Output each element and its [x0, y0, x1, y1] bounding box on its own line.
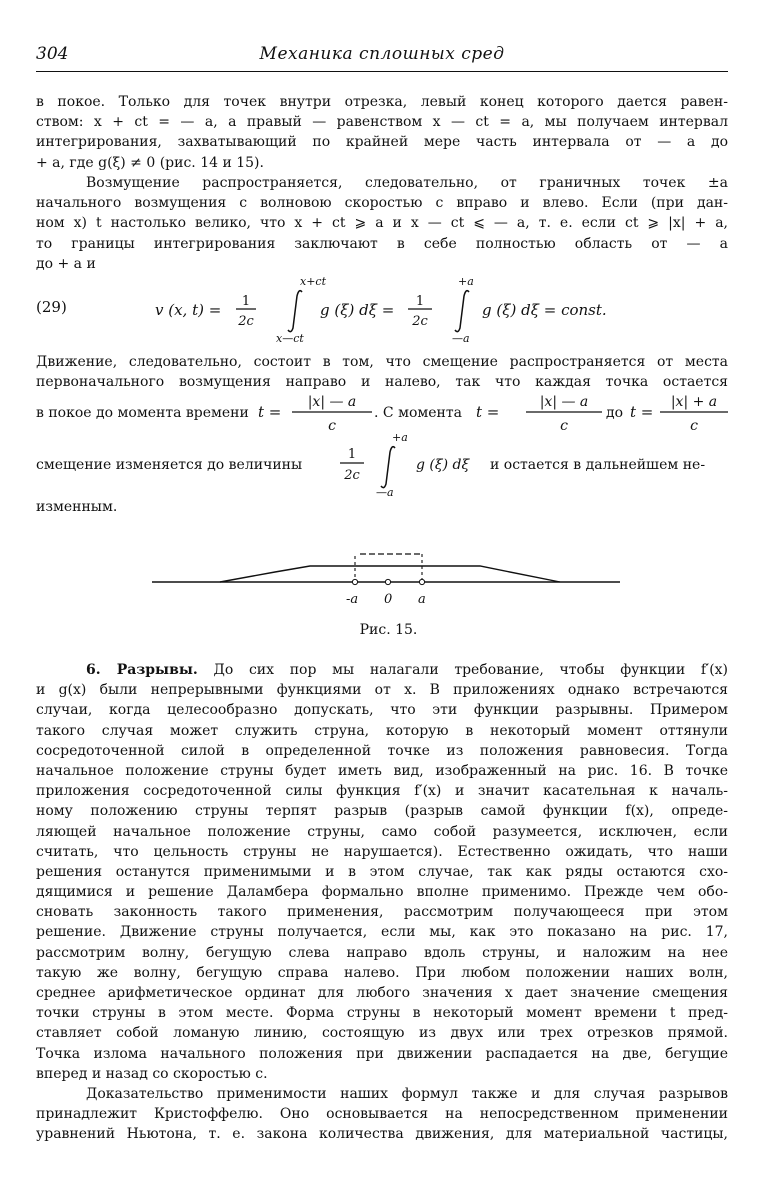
text-line: ному положению струны терпят разрыв (разрыв самой функции f(x), опреде-: [36, 803, 728, 820]
text-line: ставляет собой ломаную линию, состоящую из двух или трех отрезков прямой.: [36, 1025, 728, 1042]
p3-frac-num: 1: [347, 447, 357, 462]
text-line: случаи, когда целесообразно допускать, что эти функции разрывны. Примером: [36, 702, 728, 719]
p3-int-upper: +a: [392, 431, 408, 444]
text-line: начальное положение струны будет иметь вид, изображенный на рис. 16. В точке: [36, 762, 728, 779]
section-first-line: [36, 660, 728, 680]
running-title: Механика сплошных сред: [259, 44, 505, 64]
text-line: среднее арифметическое ординат для любого значения x дает значение смещения: [36, 985, 728, 1001]
eq-int2-upper: +a: [458, 275, 474, 288]
text-line: до + a и: [36, 255, 96, 272]
text-line: и g(x) были непрерывными функциями от x. В приложениях однако встречаются: [36, 682, 728, 699]
point-zero: [385, 579, 390, 584]
text-line: принадлежит Кристоффелю. Оно основывается на непосредственном применении: [36, 1106, 728, 1123]
text-line: Точка излома начального положения при движении распадается на две, бегущие: [36, 1045, 728, 1062]
text-line: Возмущение распространяется, следовательно, от граничных точек ±a: [86, 175, 728, 191]
paragraph-3-end: [36, 497, 728, 517]
point-minus-a: [352, 579, 357, 584]
label-zero: 0: [384, 592, 393, 607]
figure-displacement-curve: [220, 566, 560, 582]
eq-int2-lower: —a: [452, 332, 470, 344]
eq-int1-lower: x—ct: [276, 332, 304, 344]
eq-integrand1: g (ξ) dξ =: [320, 301, 395, 319]
p3-to: до: [606, 405, 624, 421]
p3-frac-den: 2c: [344, 468, 360, 483]
eq-frac1-num: 1: [241, 294, 251, 309]
text-line: рассмотрим волну, бегущую слева направо вдоль струны, и наложим на нее: [36, 944, 728, 961]
page-number: 304: [36, 44, 69, 64]
text-line: Движение, следовательно, состоит в том, что смещение распространяется от места: [36, 354, 728, 370]
p3-line4-end: и остается в дальнейшем не-: [490, 457, 706, 473]
integral-sign-icon: [455, 291, 469, 332]
eq-lhs: v (x, t) =: [155, 301, 222, 319]
p3-t3-den: c: [690, 418, 698, 434]
text-line: дящимися и решение Даламбера формально вполне применимо. Прежде чем обо-: [36, 884, 728, 901]
text-line: ляющей начальное положение струны, само собой разумеется, исключен, если: [36, 823, 728, 840]
figure-caption: Рис. 15.: [359, 622, 418, 638]
section-heading: 6. Разрывы.: [86, 662, 198, 678]
paragraph-2: [36, 173, 728, 274]
p3-t2-den: c: [560, 418, 568, 434]
text-line: вперед и назад со скоростью c.: [36, 1065, 268, 1082]
integral-sign-icon: [381, 447, 395, 488]
text-line: в покое. Только для точек внутри отрезка, левый конец которого дается равен-: [36, 94, 728, 110]
p3-int-lower: —a: [376, 486, 394, 499]
text-line: + a, где g(ξ) ≠ 0 (рис. 14 и 15).: [36, 154, 264, 171]
section-first-line-rest: До сих пор мы налагали требование, чтобы функции f′(x): [213, 662, 728, 678]
running-header: [36, 44, 728, 72]
p3-t2: t =: [476, 403, 500, 421]
eq-frac2-num: 1: [415, 294, 425, 309]
p3-t2-num: |x| — a: [539, 394, 589, 410]
text-line: интегрирования, захватывающий по крайней мере часть интервала от — a до: [36, 134, 728, 151]
figure-15: [150, 540, 630, 612]
p3-t1: t =: [258, 403, 282, 421]
text-line: решения останутся применимыми и в этом случае, так как ряды остаются схо-: [36, 863, 728, 880]
text-line: такую же волну, бегущую справа налево. При любом положении наших волн,: [36, 964, 728, 981]
label-plus-a: a: [418, 592, 426, 607]
eq-frac2-den: 2c: [412, 314, 428, 329]
text-line: сосредоточенной силой в определенной точке из положения равновесия. Тогда: [36, 742, 728, 759]
text-line: такого случая может служить струна, которую в некоторый момент оттянули: [36, 722, 728, 739]
text-line: начального возмущения с волновою скоростью c вправо и влево. Если (при дан-: [36, 195, 728, 212]
equation-29-formula: [150, 272, 630, 344]
text-line: изменным.: [36, 499, 118, 515]
text-line: Доказательство применимости наших формул также и для случая разрывов: [86, 1086, 728, 1102]
p3-line4-start: смещение изменяется до величины: [36, 457, 303, 473]
text-line: точки струны в этом месте. Форма струны в некоторый момент времени t пред-: [36, 1005, 728, 1022]
paragraph-3: [36, 352, 728, 392]
p3-t3-num: |x| + a: [670, 394, 718, 410]
eq-integrand2: g (ξ) dξ = const.: [482, 301, 607, 319]
text-line: первоначального возмущения направо и налево, так что каждая точка остается: [36, 374, 728, 391]
p3-integrand: g (ξ) dξ: [416, 457, 470, 473]
text-line: уравнений Ньютона, т. е. закона количества движения, для материальной частицы,: [36, 1126, 728, 1143]
p3-mid: . С момента: [374, 405, 462, 421]
p3-line3-start: в покое до момента времени: [36, 405, 249, 421]
text-line: то границы интегрирования заключают в себе полностью область от — a: [36, 235, 728, 252]
p3-t1-den: c: [328, 418, 336, 434]
section-6: [36, 660, 728, 1084]
p3-t3: t =: [630, 403, 654, 421]
text-line: решение. Движение струны получается, если мы, как это показано на рис. 17,: [36, 924, 728, 941]
equation-number: (29): [36, 298, 67, 316]
label-minus-a: -a: [346, 592, 359, 607]
eq-frac1-den: 2c: [238, 314, 254, 329]
header-rule: [36, 71, 728, 72]
paragraph-3-line-4: [36, 428, 736, 500]
paragraph-final: [36, 1084, 728, 1145]
text-line: ном x) t настолько велико, что x + ct ⩾ a и x — ct ⩽ — a, т. е. если ct ⩾ |x| + a,: [36, 215, 728, 232]
integral-sign-icon: [288, 291, 302, 332]
text-line: сновать законность такого применения, рассмотрим получающееся при этом: [36, 904, 728, 921]
text-line: приложения сосредоточенной силы функция f′(x) и значит касательная к началь-: [36, 783, 728, 800]
point-plus-a: [419, 579, 424, 584]
paragraph-1: [36, 92, 728, 173]
text-line: считать, что цельность струны не нарушается). Естественно ожидать, что наши: [36, 843, 728, 860]
p3-t1-num: |x| — a: [307, 394, 357, 410]
eq-int1-upper: x+ct: [300, 275, 327, 288]
text-line: ством: x + ct = — a, а правый — равенством x — ct = a, мы получаем интервал: [36, 114, 728, 131]
